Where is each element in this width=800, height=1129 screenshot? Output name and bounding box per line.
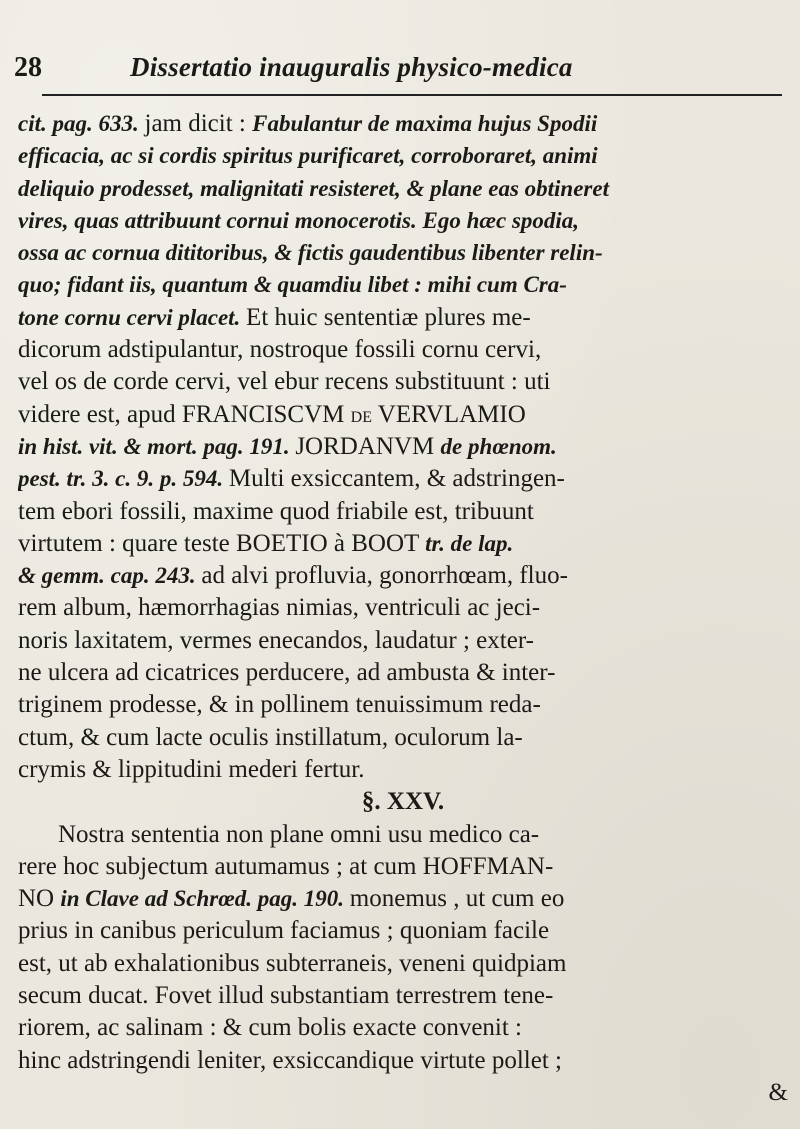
text-line <box>18 722 788 754</box>
italic-text: in hist. vit. & mort. pag. 191. <box>18 433 296 459</box>
page-number: 28 <box>14 52 42 83</box>
roman-text: tem ebori fossili, maxime quod friabile est, tribuunt <box>18 497 534 525</box>
text-line <box>18 915 788 947</box>
roman-text: est, ut ab exhalationibus subterraneis, veneni quidpiam <box>18 949 567 977</box>
roman-text: crymis & lippitudini mederi fertur. <box>18 755 365 783</box>
roman-text: vel os de corde cervi, vel ebur recens substituunt : uti <box>18 368 551 396</box>
text-line <box>18 366 788 398</box>
text-line <box>18 754 788 786</box>
roman-text: Et huic sententiæ plures me- <box>246 303 531 331</box>
text-line <box>18 1045 788 1077</box>
roman-text: jam dicit : <box>144 110 253 137</box>
roman-text: rem album, hæmorrhagias nimias, ventriculi ac jeci- <box>18 594 541 622</box>
text-line <box>18 592 788 624</box>
italic-text: & gemm. cap. 243. <box>18 563 202 589</box>
roman-text: JORDANVM <box>295 432 441 460</box>
roman-text: videre est, apud FRANCISCVM <box>18 400 351 428</box>
roman-text: monemus , ut cum eo <box>349 885 565 913</box>
roman-text: triginem prodesse, & in pollinem tenuissimum reda- <box>18 691 541 719</box>
running-title: Dissertatio inauguralis physico-medica <box>130 52 573 82</box>
roman-text: riorem, ac salinam : & cum bolis exacte convenit : <box>18 1014 523 1042</box>
text-line <box>18 431 788 463</box>
roman-text: ad alvi profluvia, gonorrhœam, fluo- <box>201 562 568 590</box>
text-line <box>18 980 788 1012</box>
italic-text: cit. pag. 633. <box>18 111 145 136</box>
roman-text: prius in canibus periculum faciamus ; quoniam facile <box>18 917 550 945</box>
text-line <box>18 625 788 657</box>
italic-text: ossa ac cornua dititoribus, & fictis gaudentibus libenter relin- <box>18 240 603 266</box>
italic-text: deliquio prodesset, malignitati resisteret, & plane eas obtineret <box>18 175 609 201</box>
roman-text: noris laxitatem, vermes enecandos, laudatur ; exter- <box>18 626 534 654</box>
text-line <box>18 173 788 205</box>
italic-text: quo; fidant iis, quantum & quamdiu libet : mihi cum Cra- <box>18 272 567 298</box>
page-header <box>0 40 800 100</box>
roman-text: secum ducat. Fovet illud substantiam terrestrem tene- <box>18 982 554 1010</box>
text-line <box>18 269 788 301</box>
roman-text: & <box>768 1078 788 1106</box>
text-line <box>18 851 788 883</box>
roman-text: virtutem : quare teste BOETIO à BOOT <box>18 529 426 557</box>
text-line <box>18 302 788 334</box>
roman-text: VERVLAMIO <box>371 400 526 428</box>
roman-text: §. XXV. <box>361 788 445 816</box>
text-line <box>18 689 788 721</box>
text-line <box>18 528 788 560</box>
text-line <box>18 496 788 528</box>
header-rule <box>42 94 782 96</box>
italic-text: pest. tr. 3. c. 9. p. 594. <box>18 466 229 492</box>
text-line <box>18 948 788 980</box>
text-line <box>18 205 788 237</box>
section-heading <box>18 786 788 818</box>
roman-text: ctum, & cum lacte oculis instillatum, oculorum la- <box>18 723 523 751</box>
text-line <box>18 399 788 431</box>
roman-text: Multi exsiccantem, & adstringen- <box>228 465 565 493</box>
italic-text: in Clave ad Schrœd. pag. 190. <box>60 886 350 912</box>
roman-text: NO <box>18 885 61 913</box>
text-line <box>18 883 788 915</box>
text-line <box>18 560 788 592</box>
italic-text: vires, quas attribuunt cornui monocerotis. Ego hæc spodia, <box>18 207 580 233</box>
text-line <box>18 1077 788 1109</box>
text-line <box>18 1012 788 1044</box>
roman-text: de <box>350 401 372 427</box>
text-line <box>18 334 788 366</box>
italic-text: tone cornu cervi placet. <box>18 304 247 330</box>
italic-text: tr. de lap. <box>425 530 514 556</box>
roman-text: Nostra sententia non plane omni usu medico ca- <box>58 820 540 848</box>
italic-text: efficacia, ac si cordis spiritus purificaret, corroboraret, animi <box>18 143 598 169</box>
roman-text: hinc adstringendi leniter, exsiccandique virtute pollet ; <box>18 1046 562 1074</box>
italic-text: de phœnom. <box>440 433 557 459</box>
roman-text: dicorum adstipulantur, nostroque fossili cornu cervi, <box>18 336 542 364</box>
roman-text: rere hoc subjectum autumamus ; at cum HOFFMAN- <box>18 852 554 880</box>
text-line <box>18 237 788 269</box>
roman-text: ne ulcera ad cicatrices perducere, ad ambusta & inter- <box>18 659 556 687</box>
text-line <box>18 140 788 172</box>
text-line <box>18 657 788 689</box>
italic-text: Fabulantur de maxima hujus Spodii <box>252 111 598 136</box>
body-text <box>18 108 788 1109</box>
text-line <box>18 108 788 140</box>
text-line <box>18 819 788 851</box>
text-line <box>18 463 788 495</box>
